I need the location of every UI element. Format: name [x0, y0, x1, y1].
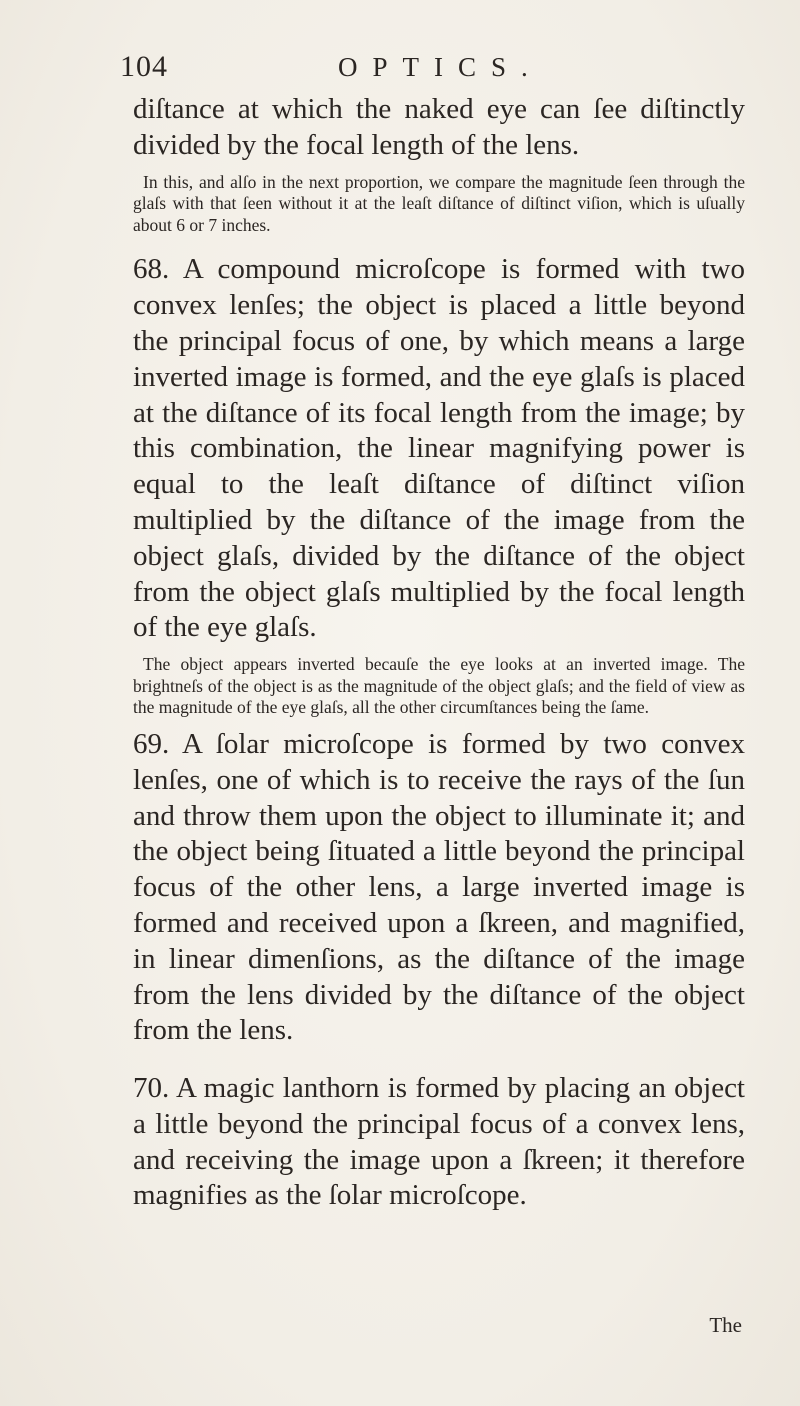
note-paragraph: In this, and alſo in the next proportion, we compare the magnitude ſeen through the glaſs with that ſeen without it at the leaſt diſtance of diſtinct viſion, which is uſually about 6 or 7 inches.	[133, 171, 745, 235]
note-paragraph: The object appears inverted becauſe the eye looks at an inverted image. The brightneſs of the object is as the magnitude of the object glaſs; and the field of view as the magnitude of the eye glaſs, all the other circumſtances being the ſame.	[133, 654, 745, 718]
body-text	[133, 92, 745, 1214]
paragraph-69: 69. A ſolar microſcope is formed by two convex lenſes, one of which is to receive the rays of the ſun and throw them upon the object to illuminate it; and the object being ſituated a little beyond the principal focus of the other lens, a large inverted image is formed and received upon a ſkreen, and magnified, in linear dimenſions, as the diſtance of the image from the lens divided by the diſtance of the object from the lens.	[133, 727, 745, 1047]
page-number: 104	[120, 50, 168, 83]
catchword	[709, 1313, 742, 1338]
paragraph-continuation: diſtance at which the naked eye can ſee diſtinctly divided by the focal length of the lens.	[133, 93, 745, 161]
paragraph-68: 68. A compound microſcope is formed with two convex lenſes; the object is placed a little beyond the principal focus of one, by which means a large inverted image is formed, and the eye glaſs is placed at the diſtance of its focal length from the image; by this combination, the linear magnifying power is equal to the leaſt diſtance of diſtinct viſion multiplied by the diſtance of the image from the object glaſs, divided by the diſtance of the object from the object glaſs multiplied by the focal length of the eye glaſs.	[133, 253, 745, 644]
page-header	[120, 50, 720, 90]
running-head: OPTICS.	[338, 52, 543, 82]
catchword-text: The	[709, 1313, 742, 1337]
paragraph-70: 70. A magic lanthorn is formed by placing an object a little beyond the principal focus of a convex lens, and receiving the image upon a ſkreen; it therefore magnifies as the ſolar microſcope.	[133, 1072, 745, 1212]
